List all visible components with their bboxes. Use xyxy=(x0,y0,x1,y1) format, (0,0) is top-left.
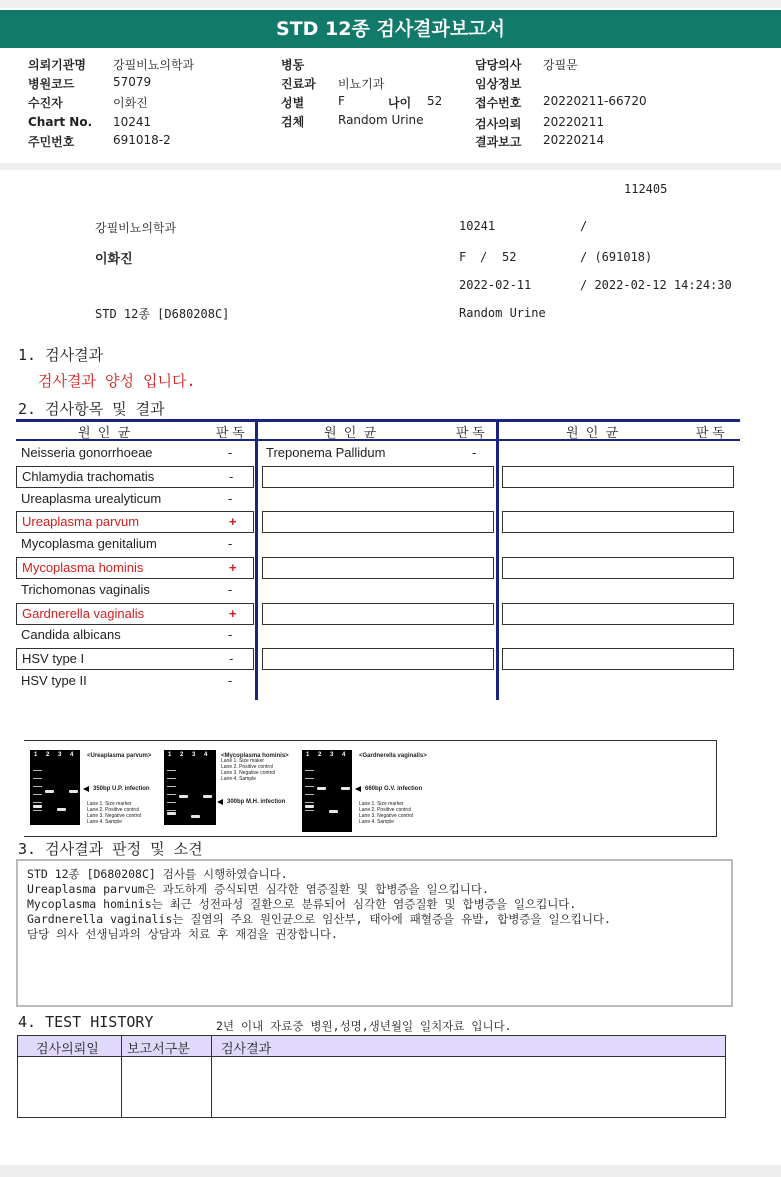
lane-number: 3 xyxy=(58,752,62,758)
organism-name: Ureaplasma urealyticum xyxy=(21,490,162,506)
age-value: 52 xyxy=(427,94,443,108)
opinion-line: Gardnerella vaginalis는 질염의 주요 원인균으로 임산부, 태아에 패혈증을 유발, 합병증을 일으킵니다. xyxy=(27,912,611,926)
organism-name: Gardnerella vaginalis xyxy=(22,605,145,621)
info-date-received: 2022-02-11 xyxy=(459,278,532,292)
header-field-label: 접수번호 xyxy=(475,96,522,110)
header-field-value: 20220214 xyxy=(543,133,605,147)
table-row xyxy=(16,625,252,646)
col1-header-organism: 원 인 균 xyxy=(78,425,131,440)
marker-band xyxy=(167,786,176,787)
header-field-label: 병동 xyxy=(281,58,305,72)
history-header-type: 보고서구분 xyxy=(127,1041,190,1056)
arrow-icon xyxy=(217,799,223,805)
marker-band xyxy=(33,802,42,803)
col2-header-organism: 원 인 균 xyxy=(324,425,377,440)
info-birth: / (691018) xyxy=(580,250,653,264)
opinion-box xyxy=(16,859,733,1007)
gel-legend xyxy=(359,801,413,825)
header-field-value: 강필비뇨의학과 xyxy=(113,58,195,72)
organism-name: Ureaplasma parvum xyxy=(22,514,140,530)
organism-result: - xyxy=(228,490,233,506)
empty-cell xyxy=(502,648,734,670)
gel-band xyxy=(317,787,326,790)
arrow-icon xyxy=(355,786,361,792)
organism-name: Neisseria gonorrhoeae xyxy=(21,445,153,460)
organism-name: Trichomonas vaginalis xyxy=(21,581,150,597)
marker-band xyxy=(305,802,314,803)
history-divider-1 xyxy=(121,1036,122,1117)
column-divider-2 xyxy=(496,419,499,700)
empty-cell xyxy=(262,557,494,579)
organism-result: - xyxy=(228,627,233,643)
gel-band xyxy=(179,795,188,798)
gel-band xyxy=(203,795,212,798)
gel-band xyxy=(45,790,54,793)
header-field-value: 10241 xyxy=(113,115,152,129)
header-field-value: 57079 xyxy=(113,75,152,89)
header-field-label: 임상정보 xyxy=(475,77,522,91)
gel-legend xyxy=(87,801,141,825)
header-field-value: 이화진 xyxy=(113,96,148,110)
organism-result: - xyxy=(228,673,233,688)
opinion-line: Mycoplasma hominis는 최근 성전파성 질환으로 분류되어 심각한 염증질환 및 합병증을 일으킵니다. xyxy=(27,897,577,911)
empty-cell xyxy=(262,648,494,670)
empty-cell xyxy=(262,511,494,533)
section-3-title: 3. 검사결과 판정 및 소견 xyxy=(18,840,203,858)
header-field-value: F xyxy=(338,94,345,108)
gel-image xyxy=(30,750,80,825)
gel-legend xyxy=(221,758,275,782)
result-summary: 검사결과 양성 입니다. xyxy=(38,372,196,390)
lane-number: 1 xyxy=(34,752,38,758)
organism-name: HSV type I xyxy=(22,651,85,667)
header-field-label: 의뢰기관명 xyxy=(28,58,86,72)
organism-name: Mycoplasma genitalium xyxy=(21,536,157,552)
table-row xyxy=(16,557,254,579)
info-date-reported: / 2022-02-12 14:24:30 xyxy=(580,278,732,292)
gel-band xyxy=(69,790,78,793)
empty-cell xyxy=(262,466,494,488)
header-field-value: 강필문 xyxy=(543,58,578,72)
marker-band xyxy=(305,794,314,795)
section-2-title: 2. 검사항목 및 결과 xyxy=(18,400,165,418)
info-sex: F xyxy=(459,250,467,264)
col3-header-result: 판 독 xyxy=(696,425,725,440)
info-sex-slash: / xyxy=(480,250,488,264)
lane-number: 2 xyxy=(318,752,322,758)
header-field xyxy=(28,133,288,149)
header-field-label: 진료과 xyxy=(281,77,316,91)
legend-line: Lane 2. Positive control xyxy=(221,764,273,770)
header-field-value: 691018-2 xyxy=(113,133,171,147)
opinion-line: STD 12종 [D680208C] 검사를 시행하였습니다. xyxy=(27,867,288,881)
lane-number: 4 xyxy=(70,752,74,758)
section-4-title: 4. TEST HISTORY xyxy=(18,1013,154,1031)
arrow-icon xyxy=(83,786,89,792)
legend-line: Lane 1. Size maker xyxy=(221,758,265,764)
header-field-value: 비뇨기과 xyxy=(338,77,385,91)
header-field xyxy=(475,133,735,149)
gel-image xyxy=(302,750,352,832)
legend-line: Lane 3. Negative control xyxy=(359,813,414,819)
gel-arrow-label: 660bp G.V. infection xyxy=(365,786,423,792)
header-field-label: 주민번호 xyxy=(28,135,75,149)
marker-band xyxy=(167,794,176,795)
gel-image xyxy=(164,750,216,825)
header-field-label: 수진자 xyxy=(28,96,63,110)
organism-result: - xyxy=(228,581,233,597)
lane-number: 3 xyxy=(192,752,196,758)
header-field xyxy=(475,75,735,91)
marker-band xyxy=(305,786,314,787)
marker-band xyxy=(305,778,314,779)
header-field xyxy=(475,94,735,110)
header-field xyxy=(28,75,288,91)
report-title: STD 12종 검사결과보고서 xyxy=(0,10,781,48)
info-specimen: Random Urine xyxy=(459,306,546,320)
gel-band xyxy=(33,805,42,808)
col3-header-organism: 원 인 균 xyxy=(566,425,619,440)
header-field xyxy=(28,56,288,72)
empty-cell xyxy=(262,603,494,625)
info-chart-slash: / xyxy=(580,219,588,233)
table-row xyxy=(16,603,254,625)
legend-line: Lane 1. Size marker xyxy=(87,801,132,807)
gel-title: <Ureaplasma parvum> xyxy=(87,753,152,759)
table-row xyxy=(16,580,252,601)
history-header-row xyxy=(17,1035,726,1057)
result-table xyxy=(16,419,740,700)
info-age: 52 xyxy=(502,250,517,264)
report-code: 112405 xyxy=(624,182,668,196)
age-label: 나이 xyxy=(388,96,412,110)
gel-image-panel xyxy=(24,740,717,837)
history-table xyxy=(17,1035,726,1118)
header-field-label: 성별 xyxy=(281,96,305,110)
organism-name: Candida albicans xyxy=(21,627,121,643)
marker-band xyxy=(33,786,42,787)
header-field-label: 검사의뢰 xyxy=(475,117,522,131)
lane-number: 4 xyxy=(342,752,346,758)
opinion-line: Ureaplasma parvum은 과도하게 증식되면 심각한 염증질환 및 합병증을 일으킵니다. xyxy=(27,882,489,896)
col2-header-result: 판 독 xyxy=(456,425,485,440)
gel-band xyxy=(57,808,66,811)
section-1-title: 1. 검사결과 xyxy=(18,346,104,364)
header-field-label: Chart No. xyxy=(28,115,93,129)
opinion-line: 담당 의사 선생님과의 상담과 치료 후 재검을 권장합니다. xyxy=(27,927,338,941)
info-hospital: 강필비뇨의학과 xyxy=(95,221,177,235)
legend-line: Lane 2. Positive control xyxy=(359,807,411,813)
lane-number: 4 xyxy=(204,752,208,758)
marker-band xyxy=(167,770,176,771)
table-row xyxy=(16,489,252,510)
lane-number: 1 xyxy=(168,752,172,758)
table-row xyxy=(16,648,254,670)
marker-band xyxy=(33,778,42,779)
history-header-date: 검사의뢰일 xyxy=(36,1041,99,1056)
organism-name: Treponema Pallidum xyxy=(266,445,386,460)
lane-number: 1 xyxy=(306,752,310,758)
empty-cell xyxy=(502,557,734,579)
history-note: 2년 이내 자료중 병원,성명,생년월일 일치자료 입니다. xyxy=(216,1019,512,1033)
organism-result: - xyxy=(229,468,234,484)
info-patient: 이화진 xyxy=(95,252,133,267)
table-row xyxy=(16,534,252,555)
lane-number: 2 xyxy=(46,752,50,758)
header-field-label: 병원코드 xyxy=(28,77,75,91)
gel-title: <Mycoplasma hominis> xyxy=(221,753,289,759)
gel-title: <Gardnerella vaginalis> xyxy=(359,753,427,759)
gel-band xyxy=(341,787,350,790)
table-row xyxy=(16,671,252,692)
header-field-value: Random Urine xyxy=(338,113,424,127)
organism-result: - xyxy=(472,445,477,460)
marker-band xyxy=(33,770,42,771)
gel-arrow-label: 350bp U.P. infection xyxy=(93,786,150,792)
gel-arrow-label: 300bp M.H. infection xyxy=(227,799,286,805)
organism-result: - xyxy=(228,445,233,460)
legend-line: Lane 1. Size marker xyxy=(359,801,404,807)
col1-header-result: 판 독 xyxy=(216,425,245,440)
legend-line: Lane 2. Positive control xyxy=(87,807,139,813)
organism-result: - xyxy=(228,536,233,552)
header-divider xyxy=(0,163,781,170)
organism-result: + xyxy=(229,514,237,530)
empty-cell xyxy=(502,511,734,533)
marker-band xyxy=(33,794,42,795)
organism-result: + xyxy=(229,605,237,621)
organism-result: + xyxy=(229,560,237,575)
marker-band xyxy=(305,770,314,771)
empty-cell xyxy=(502,466,734,488)
header-field xyxy=(28,115,288,131)
history-divider-2 xyxy=(211,1036,212,1117)
gel-band xyxy=(167,812,176,815)
header-field-value: 20220211 xyxy=(543,115,605,129)
lane-number: 2 xyxy=(180,752,184,758)
header-field xyxy=(475,56,735,72)
marker-band xyxy=(33,810,42,811)
table-row xyxy=(16,443,252,464)
header-field xyxy=(475,115,735,131)
organism-result: - xyxy=(229,651,234,667)
legend-line: Lane 4. Sample xyxy=(87,819,123,825)
gel-band xyxy=(305,805,314,808)
marker-band xyxy=(305,810,314,811)
table-row xyxy=(16,511,254,533)
marker-band xyxy=(167,778,176,779)
gel-band xyxy=(191,815,200,818)
marker-band xyxy=(167,802,176,803)
bottom-strip xyxy=(0,1165,781,1177)
marker-band xyxy=(167,810,176,811)
organism-name: Chlamydia trachomatis xyxy=(22,468,155,484)
header-field-label: 검체 xyxy=(281,115,305,129)
info-test-name: STD 12종 [D680208C] xyxy=(95,307,230,321)
column-divider-1 xyxy=(255,419,258,700)
history-header-result: 검사결과 xyxy=(221,1041,272,1056)
gel-band xyxy=(329,810,338,813)
header-field-value: 20220211-66720 xyxy=(543,94,647,108)
header-field xyxy=(28,94,288,110)
top-strip xyxy=(0,0,781,8)
lane-number: 3 xyxy=(330,752,334,758)
organism-name: HSV type II xyxy=(21,673,87,688)
legend-line: Lane 3. Negative control xyxy=(87,813,142,819)
header-field-label: 결과보고 xyxy=(475,135,522,149)
info-chart: 10241 xyxy=(459,219,496,233)
empty-cell xyxy=(502,603,734,625)
legend-line: Lane 4. Sample xyxy=(221,776,257,782)
legend-line: Lane 3. Negative control xyxy=(221,770,276,776)
legend-line: Lane 4. Sample xyxy=(359,819,395,825)
table-row xyxy=(16,466,254,488)
header-field-label: 담당의사 xyxy=(475,58,522,72)
organism-name: Mycoplasma hominis xyxy=(22,560,144,575)
